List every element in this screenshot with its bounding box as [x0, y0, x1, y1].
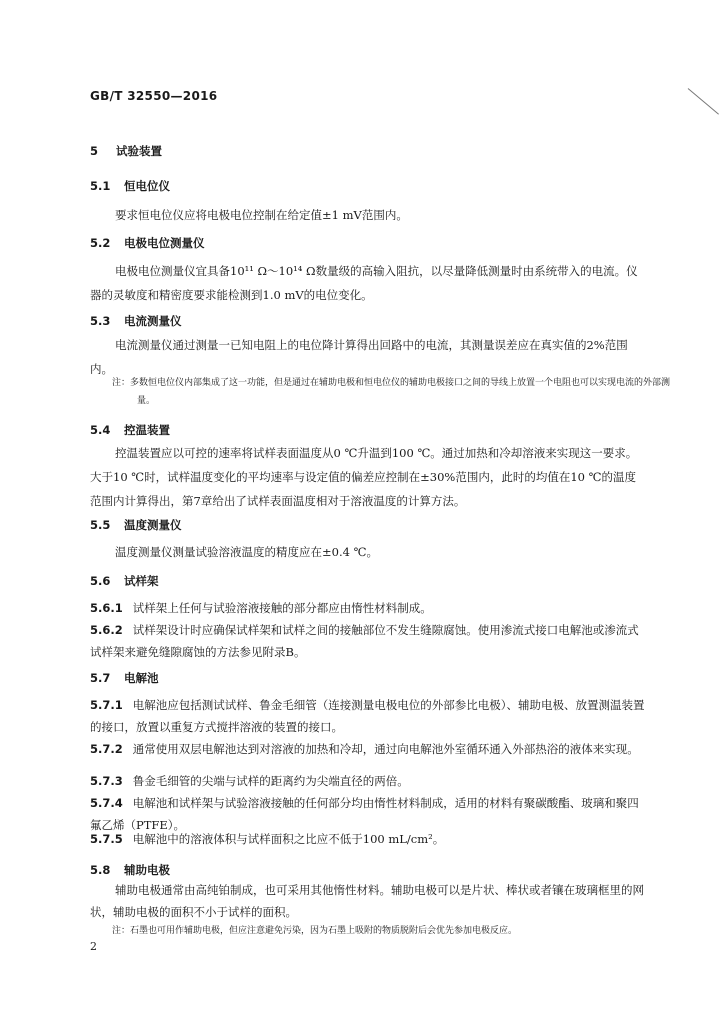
section-heading-5-5: 5.5 温度测量仪 — [90, 518, 182, 532]
paragraph-5-1: 要求恒电位仪应将电极电位控制在给定值±1 mV范围内。 — [115, 208, 408, 222]
paragraph-5-3: 电流测量仪通过测量一已知电阻上的电位降计算得出回路中的电流，其测量误差应在真实值的2%范围内。 — [90, 338, 628, 376]
paragraph-5-4: 控温装置应以可控的速率将试样表面温度从0 ℃升温到100 ℃。通过加热和冷却溶液来实现这一要求。大于10 ℃时，试样温度变化的平均速率与设定值的偏差应控制在±30%范围内，此时的均值在10 ℃的温度范围内计算得出，第7章给出了试样表面温度相对于溶液温度的计算方法。 — [90, 446, 638, 508]
section-heading-5-3: 5.3 电流测量仪 — [90, 314, 182, 328]
section-heading-5-8: 5.8 辅助电极 — [90, 863, 170, 877]
section-heading-5-2: 5.2 电极电位测量仪 — [90, 236, 205, 250]
section-heading-5-4: 5.4 控温装置 — [90, 423, 170, 437]
scan-corner-mark — [688, 88, 719, 114]
section-heading-5-1: 5.1 恒电位仪 — [90, 179, 170, 193]
note-5-8: 注：石墨也可用作辅助电极，但应注意避免污染，因为石墨上吸附的物质脱附后会优先参加电极反应。 — [112, 926, 518, 936]
clause-5-7-1: 5.7.1 电解池应包括测试试样、鲁金毛细管（连接测量电极电位的外部参比电极）、辅助电极、放置测温装置的接口，放置以重复方式搅拌溶液的装置的接口。 — [90, 698, 645, 734]
paragraph-5-8: 辅助电极通常由高纯铂制成，也可采用其他惰性材料。辅助电极可以是片状、棒状或者镶在玻璃框里的网状，辅助电极的面积不小于试样的面积。 — [90, 883, 644, 919]
clause-5-7-4: 5.7.4 电解池和试样架与试验溶液接触的任何部分均由惰性材料制成，适用的材料有聚碳酸酯、玻璃和聚四氟乙烯（PTFE）。 — [90, 796, 639, 832]
clause-5-7-5: 5.7.5 电解池中的溶液体积与试样面积之比应不低于100 mL/cm²。 — [90, 832, 445, 846]
clause-5-7-2: 5.7.2 通常使用双层电解池达到对溶液的加热和冷却，通过向电解池外室循环通入外部热浴的液体来实现。 — [90, 742, 639, 756]
section-heading-5: 5 试验装置 — [90, 144, 162, 158]
paragraph-5-2: 电极电位测量仪宜具备10¹¹ Ω～10¹⁴ Ω数量级的高输入阻抗，以尽量降低测量时由系统带入的电流。仪器的灵敏度和精密度要求能检测到1.0 mV的电位变化。 — [90, 264, 638, 302]
note-5-3: 注：多数恒电位仪内部集成了这一功能，但是通过在辅助电极和恒电位仪的辅助电极接口之间的导线上放置一个电阻也可以实现电流的外部测量。 — [112, 378, 671, 406]
paragraph-5-5: 温度测量仪测量试验溶液温度的精度应在±0.4 ℃。 — [115, 545, 378, 559]
clause-5-6-1: 5.6.1 试样架上任何与试验溶液接触的部分都应由惰性材料制成。 — [90, 601, 432, 615]
section-heading-5-7: 5.7 电解池 — [90, 671, 159, 685]
clause-5-7-3: 5.7.3 鲁金毛细管的尖端与试样的距离约为尖端直径的两倍。 — [90, 774, 409, 788]
standard-code: GB/T 32550—2016 — [90, 89, 218, 103]
page-number: 2 — [90, 940, 97, 953]
clause-5-6-2: 5.6.2 试样架设计时应确保试样架和试样之间的接触部位不发生缝隙腐蚀。使用渗流式接口电解池或渗流式试样架来避免缝隙腐蚀的方法参见附录B。 — [90, 623, 639, 659]
section-heading-5-6: 5.6 试样架 — [90, 574, 159, 588]
